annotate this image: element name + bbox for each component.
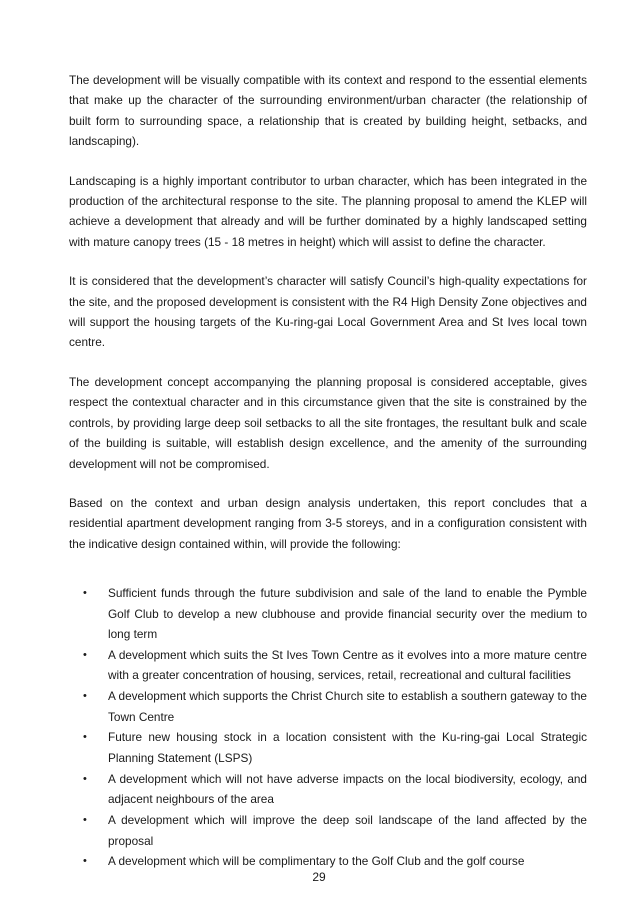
bullet-icon: • (83, 814, 87, 827)
page-number: 29 (312, 870, 326, 884)
paragraph-character: It is considered that the development’s character will satisfy Council’s high-quality expectations for the site, and the proposed development is consistent with the R4 High Density Zone objectives and will support the housing targets of the Ku-ring-gai Local Government Area and St Ives local town centre. (69, 274, 587, 350)
document-body (69, 70, 587, 872)
list-item (69, 583, 587, 644)
list-item-text: Future new housing stock in a location consistent with the Ku-ring-gai Local Strategic Planning Statement (LSPS) (108, 730, 587, 765)
list-item (69, 686, 587, 727)
list-item-text: A development which will not have adverse impacts on the local biodiversity, ecology, and adjacent neighbours of the area (108, 771, 587, 807)
bullet-icon: • (83, 731, 87, 744)
bullet-icon: • (83, 690, 87, 703)
bullet-icon: • (83, 855, 87, 868)
paragraph-conclusion: Based on the context and urban design analysis undertaken, this report concludes that a residential apartment development ranging from 3-5 storeys, and in a configuration consistent with the indicative design contained within, will provide the following: (69, 495, 587, 551)
list-item-text: A development which will improve the deep soil landscape of the land affected by the proposal (108, 813, 587, 848)
benefits-list (69, 583, 587, 872)
list-item-text: A development which will be complimentary to the Golf Club and the golf course (108, 854, 525, 869)
list-item (69, 851, 587, 871)
list-item (69, 645, 587, 686)
list-item (69, 727, 587, 768)
paragraph-landscaping: Landscaping is a highly important contributor to urban character, which has been integrated in the production of the architectural response to the site. The planning proposal to amend the KLEP will achieve a development that already and will be further dominated by a highly landscaped setting with mature canopy trees (15 - 18 metres in height) which will assist to define the character. (69, 173, 587, 249)
bullet-icon: • (83, 587, 87, 600)
list-item (69, 769, 587, 810)
list-item-text: A development which supports the Christ Church site to establish a southern gateway to the Town Centre (108, 689, 587, 724)
bullet-icon: • (83, 648, 87, 661)
list-item (69, 810, 587, 851)
bullet-icon: • (83, 772, 87, 785)
list-item-text: Sufficient funds through the future subdivision and sale of the land to enable the Pymble Golf Club to develop a new clubhouse and provide financial security over the medium to long term (108, 586, 587, 641)
paragraph-visual-compatibility: The development will be visually compatible with its context and respond to the essential elements that make up the character of the surrounding environment/urban character (the relationship of built form to surrounding space, a relationship that is created by building height, setbacks, and landscaping). (69, 73, 587, 149)
list-item-text: A development which suits the St Ives Town Centre as it evolves into a more mature centre with a greater concentration of housing, services, retail, recreational and cultural facilities (108, 647, 587, 683)
paragraph-development-concept: The development concept accompanying the planning proposal is considered acceptable, gives respect the contextual character and in this circumstance given that the site is constrained by the controls, by providing large deep soil setbacks to all the site frontages, the resultant bulk and scale of the building is suitable, will establish design excellence, and the amenity of the surrounding development will not be compromised. (69, 374, 587, 471)
